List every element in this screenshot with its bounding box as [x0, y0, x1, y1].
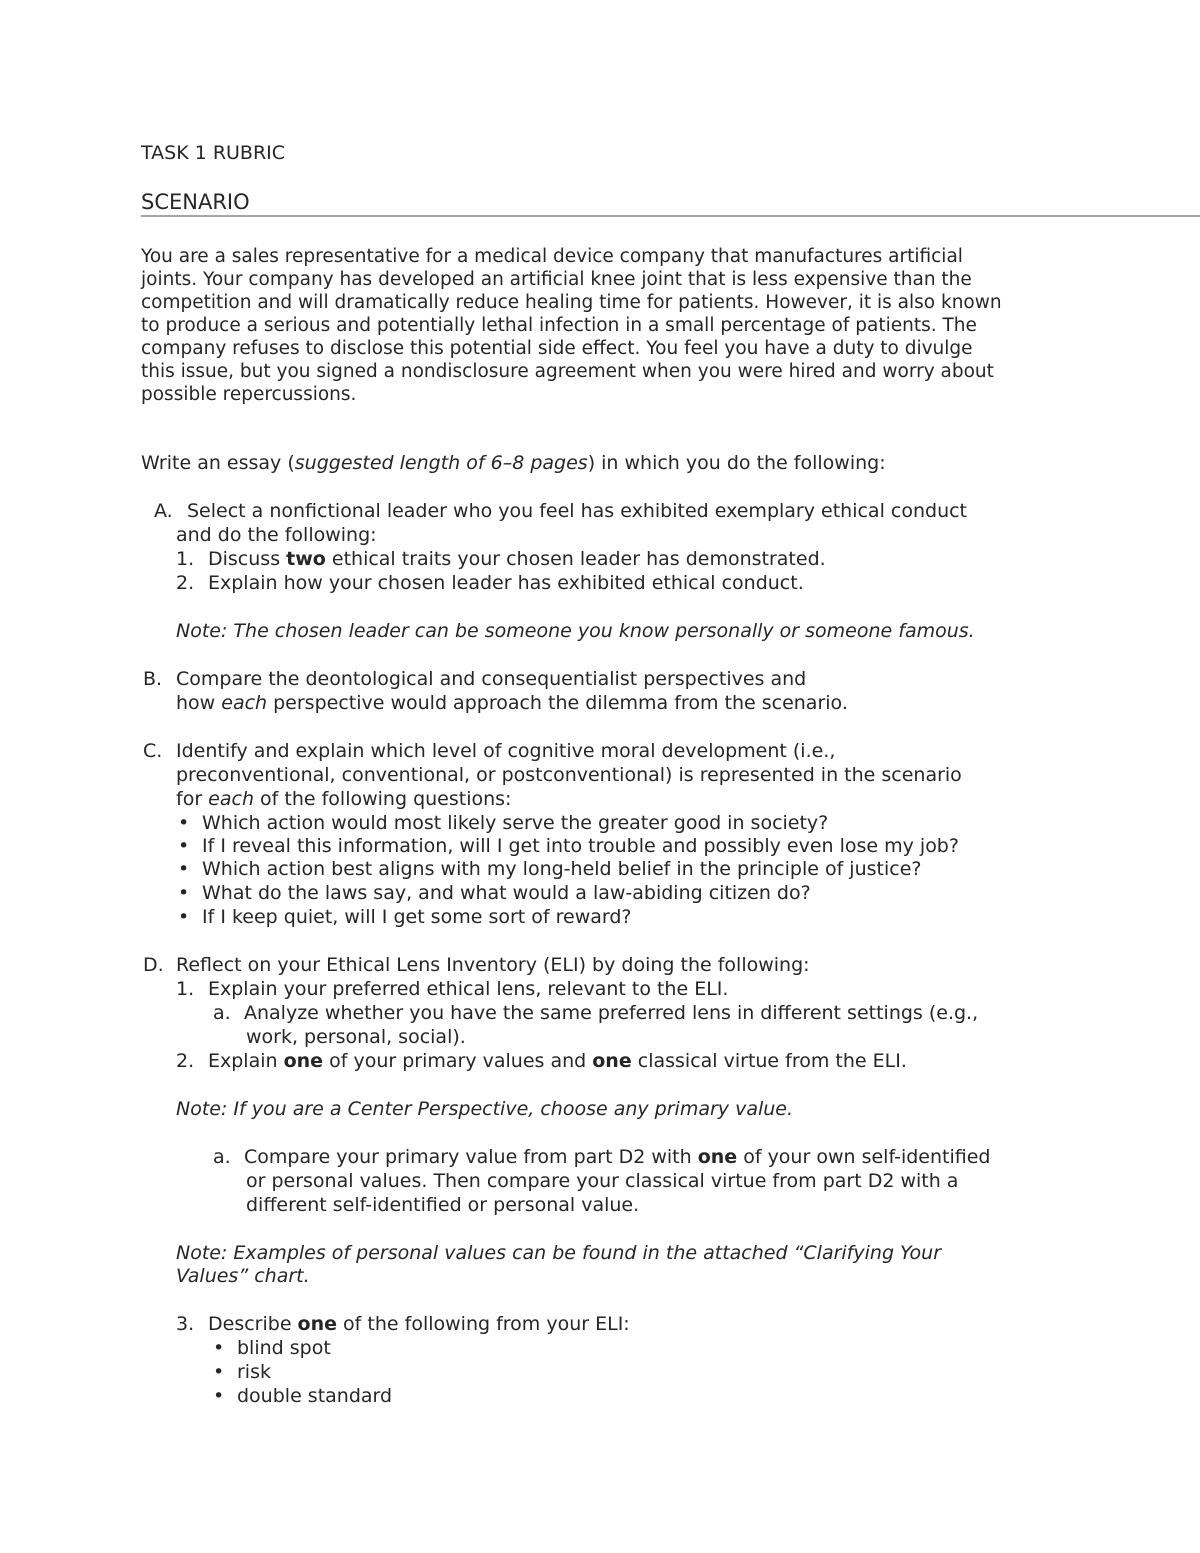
essay-instructions — [141, 451, 886, 475]
list-item: blind spot — [237, 1337, 331, 1359]
item-d2a-line: or personal values. Then compare your classical virtue from part D2 with a — [246, 1170, 959, 1192]
note-text: Note: The chosen leader can be someone you know personally or someone famous. — [176, 620, 975, 642]
item-d1a-marker: a. — [213, 1002, 231, 1024]
item-d-marker: D. — [143, 954, 164, 976]
scenario-line: company refuses to disclose this potential side effect. You feel you have a duty to divulge — [141, 338, 973, 359]
text: Discuss — [208, 548, 287, 570]
scenario-line: competition and will dramatically reduce healing time for patients. However, it is also known — [141, 292, 1002, 313]
item-a1-marker: 1. — [176, 548, 195, 570]
item-a-line: and do the following: — [176, 524, 377, 546]
intro-length: suggested length of 6–8 pages — [294, 452, 588, 474]
heading-divider — [141, 215, 1200, 217]
item-a-line: Select a nonfictional leader who you feel has exhibited exemplary ethical conduct — [187, 500, 968, 522]
item-d1a-line: Analyze whether you have the same preferred lens in different settings (e.g., — [244, 1002, 979, 1024]
item-b-line: Compare the deontological and consequentialist perspectives and — [176, 668, 807, 690]
note-text: Note: If you are a Center Perspective, choose any primary value. — [176, 1098, 794, 1120]
list-item: Which action best aligns with my long-held belief in the principle of justice? — [202, 858, 922, 880]
item-c-marker: C. — [143, 740, 163, 762]
item-c-line: Identify and explain which level of cognitive moral development (i.e., — [176, 740, 836, 762]
item-a1-text — [208, 547, 826, 571]
list-item: double standard — [237, 1385, 393, 1407]
item-b-marker: B. — [143, 668, 163, 690]
note-text: Note: Examples of personal values can be found in the attached “Clarifying Your — [176, 1242, 942, 1264]
item-c-line — [176, 787, 511, 811]
emphasis: one — [592, 1050, 632, 1072]
scenario-line: possible repercussions. — [141, 384, 357, 405]
bullet-icon: • — [213, 1385, 225, 1407]
list-item: Which action would most likely serve the greater good in society? — [202, 812, 829, 834]
text: Explain — [208, 1050, 284, 1072]
intro-text: Write an essay ( — [141, 452, 295, 474]
item-d3-marker: 3. — [176, 1313, 195, 1335]
scenario-line: You are a sales representative for a medical device company that manufactures artificial — [141, 246, 963, 267]
bullet-icon: • — [213, 1361, 225, 1383]
item-d1a-line: work, personal, social). — [246, 1026, 466, 1048]
list-item: risk — [237, 1361, 271, 1383]
text: perspective would approach the dilemma from the scenario. — [267, 692, 848, 714]
list-item: What do the laws say, and what would a law-abiding citizen do? — [202, 882, 811, 904]
text: Describe — [208, 1313, 298, 1335]
item-d3-text — [208, 1312, 630, 1336]
bullet-icon: • — [178, 835, 190, 857]
note-text: Values” chart. — [176, 1265, 310, 1287]
scenario-line: this issue, but you signed a nondisclosure agreement when you were hired and worry about — [141, 361, 994, 382]
section-heading-scenario: SCENARIO — [141, 190, 250, 214]
item-a2-text: Explain how your chosen leader has exhibited ethical conduct. — [208, 572, 804, 594]
item-b-line — [176, 691, 848, 715]
emphasis: each — [208, 788, 254, 810]
emphasis: one — [697, 1146, 738, 1168]
text: of your own self-identified — [737, 1146, 991, 1168]
scenario-line: joints. Your company has developed an artificial knee joint that is less expensive than the — [141, 269, 972, 290]
item-d2a-marker: a. — [213, 1146, 231, 1168]
scenario-line: to produce a serious and potentially lethal infection in a small percentage of patients. The — [141, 315, 977, 336]
item-d2-marker: 2. — [176, 1050, 195, 1072]
scenario-paragraph — [141, 245, 1101, 406]
item-d-line: Reflect on your Ethical Lens Inventory (ELI) by doing the following: — [176, 954, 810, 976]
bullet-icon: • — [178, 858, 190, 880]
text: classical virtue from the ELI. — [631, 1050, 907, 1072]
emphasis: one — [283, 1050, 324, 1072]
list-item: If I keep quiet, will I get some sort of reward? — [202, 906, 632, 928]
note-values — [176, 1264, 310, 1288]
item-d2a-line — [244, 1145, 990, 1169]
item-c-line: preconventional, conventional, or postconventional) is represented in the scenario — [176, 764, 962, 786]
text: of the following questions: — [254, 788, 512, 810]
item-d2-text — [208, 1049, 907, 1073]
document-title: TASK 1 RUBRIC — [141, 142, 286, 164]
text: how — [176, 692, 222, 714]
bullet-icon: • — [178, 812, 190, 834]
bullet-icon: • — [178, 882, 190, 904]
bullet-icon: • — [178, 906, 190, 928]
item-d1-text: Explain your preferred ethical lens, relevant to the ELI. — [208, 978, 729, 1000]
item-d2a-line: different self-identified or personal value. — [246, 1194, 640, 1216]
text: of your primary values and — [323, 1050, 593, 1072]
note-a — [176, 619, 975, 643]
emphasis: one — [297, 1313, 338, 1335]
bullet-icon: • — [213, 1337, 225, 1359]
text: for — [176, 788, 209, 810]
text: Compare your primary value from part D2 with — [244, 1146, 698, 1168]
text: of the following from your ELI: — [337, 1313, 630, 1335]
item-d1-marker: 1. — [176, 978, 195, 1000]
text: ethical traits your chosen leader has demonstrated. — [325, 548, 826, 570]
note-values — [176, 1241, 941, 1265]
list-item: If I reveal this information, will I get into trouble and possibly even lose my job? — [202, 835, 959, 857]
emphasis: each — [221, 692, 268, 714]
intro-text: ) in which you do the following: — [587, 452, 886, 474]
note-d2 — [176, 1097, 793, 1121]
item-a-marker: A. — [154, 500, 173, 522]
emphasis: two — [286, 548, 326, 570]
item-a2-marker: 2. — [176, 572, 195, 594]
